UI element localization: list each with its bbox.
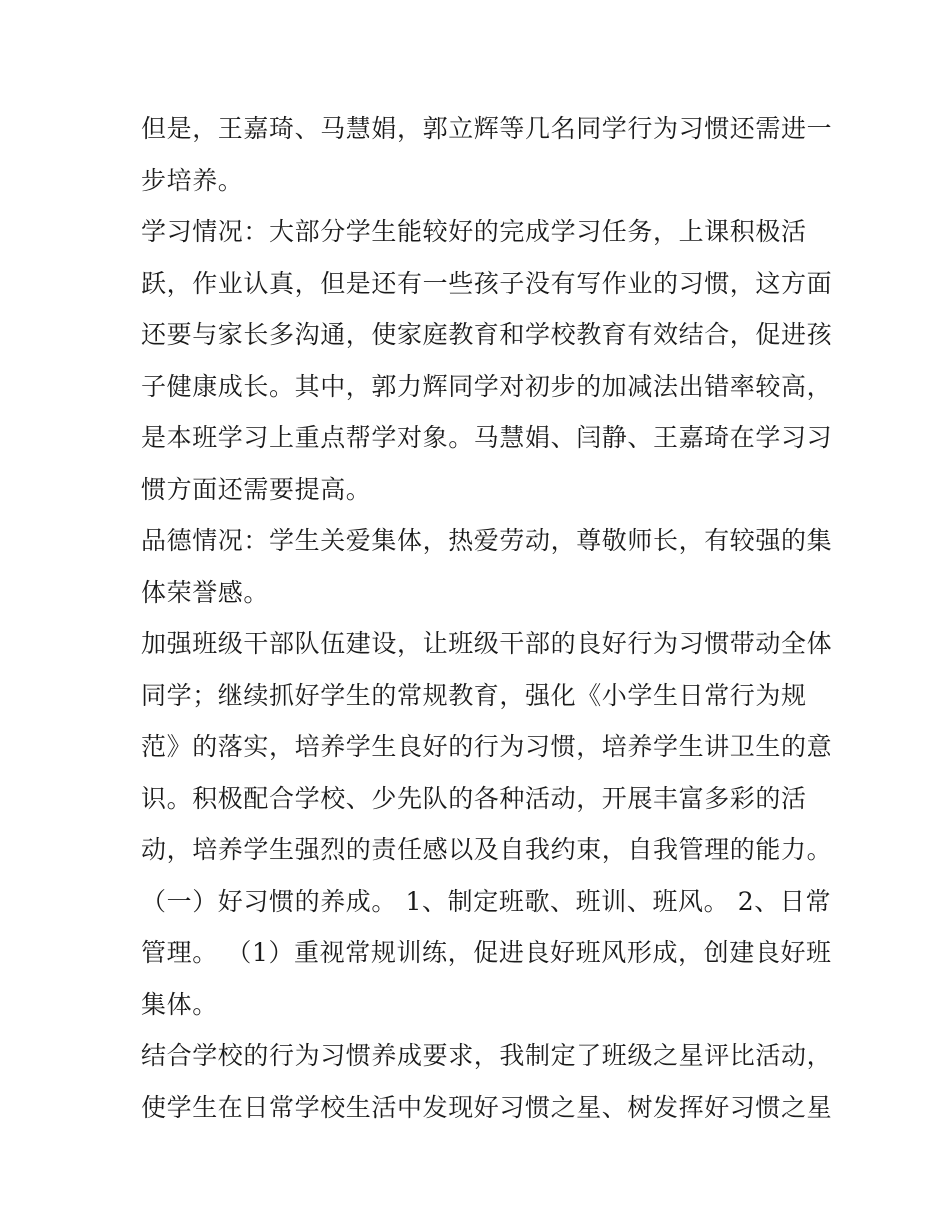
text-line: 结合学校的行为习惯养成要求，我制定了班级之星评比活动， bbox=[141, 1041, 833, 1070]
text-line: 品德情况：学生关爱集体，热爱劳动，尊敬师长，有较强的集 bbox=[141, 526, 833, 555]
text-line: 使学生在日常学校生活中发现好习惯之星、树发挥好习惯之星 bbox=[141, 1092, 833, 1122]
text-line: 子健康成长。其中，郭力辉同学对初步的加减法出错率较高， bbox=[141, 371, 833, 401]
text-line: 范》的落实，培养学生良好的行为习惯，培养学生讲卫生的意 bbox=[141, 732, 833, 761]
text-line: 加强班级干部队伍建设，让班级干部的良好行为习惯带动全体 bbox=[141, 629, 833, 658]
text-line: 体荣誉感。 bbox=[141, 577, 270, 607]
text-line: 步培养。 bbox=[141, 165, 244, 195]
text-line: 管理。 （1）重视常规训练，促进良好班风形成，创建良好班 bbox=[141, 938, 832, 967]
text-line: （一）好习惯的养成。 1、制定班歌、班训、班风。 2、日常 bbox=[141, 886, 832, 916]
text-line: 但是，王嘉琦、马慧娟，郭立辉等几名同学行为习惯还需进一 bbox=[141, 114, 833, 143]
text-line: 集体。 bbox=[141, 989, 218, 1019]
document-body bbox=[141, 103, 833, 1133]
text-line: 还要与家长多沟通，使家庭教育和学校教育有效结合，促进孩 bbox=[141, 320, 833, 349]
text-line: 识。积极配合学校、少先队的各种活动，开展丰富多彩的活 bbox=[141, 783, 807, 813]
text-line: 是本班学习上重点帮学对象。马慧娟、闫静、王嘉琦在学习习 bbox=[141, 423, 833, 452]
text-line: 学习情况：大部分学生能较好的完成学习任务，上课积极活 bbox=[141, 217, 807, 246]
text-line: 惯方面还需要提高。 bbox=[141, 474, 372, 504]
text-line: 动，培养学生强烈的责任感以及自我约束，自我管理的能力。 bbox=[141, 835, 833, 864]
text-line: 跃，作业认真，但是还有一些孩子没有写作业的习惯，这方面 bbox=[141, 268, 833, 298]
text-line: 同学；继续抓好学生的常规教育，强化《小学生日常行为规 bbox=[141, 680, 807, 710]
